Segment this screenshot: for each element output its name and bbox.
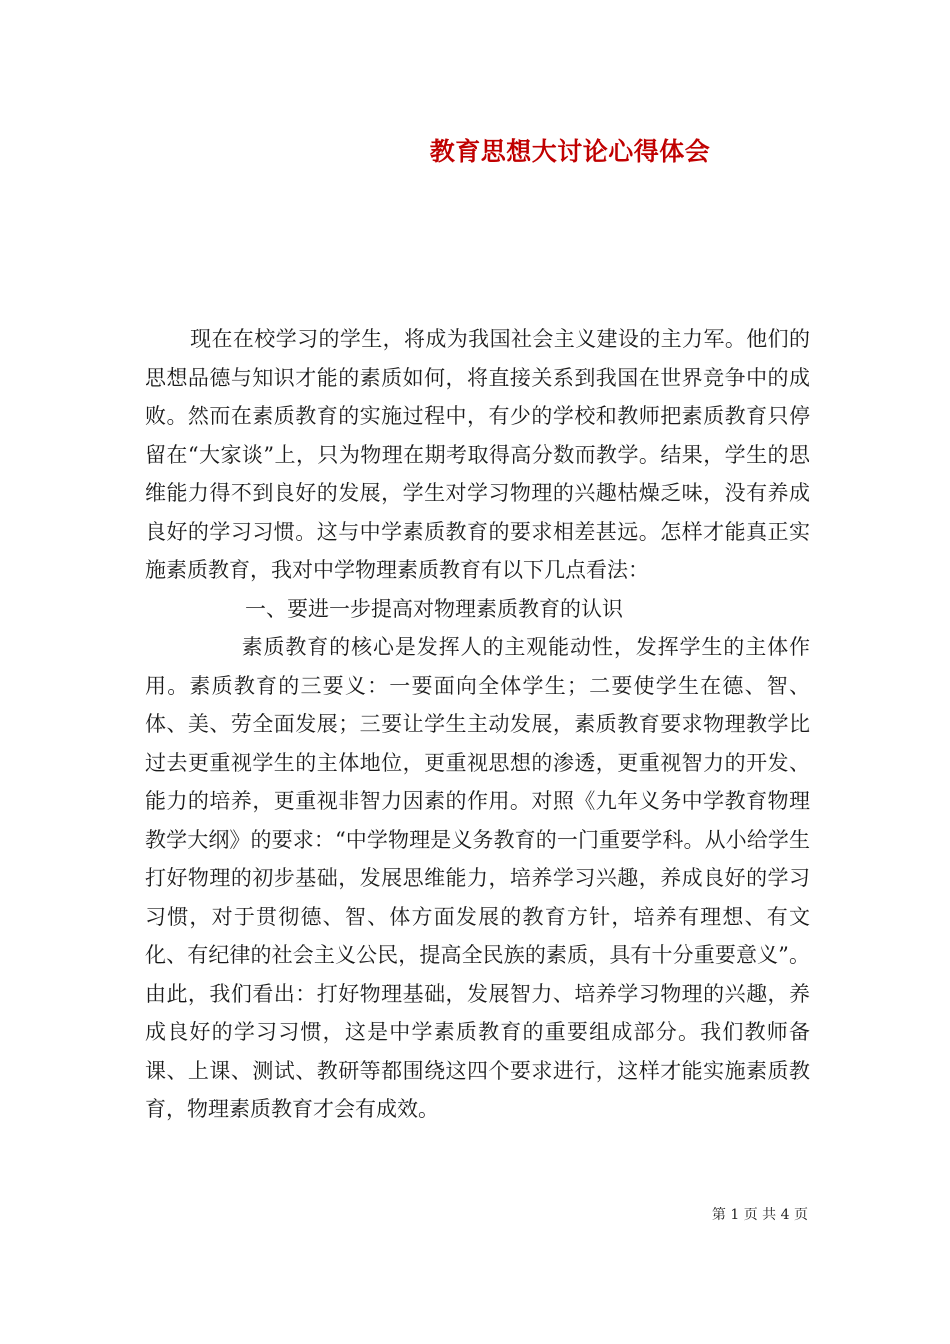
intro-paragraph: 现在在校学习的学生，将成为我国社会主义建设的主力军。他们的思想品德与知识才能的素质如何，将直接关系到我国在世界竞争中的成败。然而在素质教育的实施过程中，有少的学校和教师把素质教育只停留在“大家谈”上，只为物理在期考取得高分数而教学。结果，学生的思维能力得不到良好的发展，学生对学习物理的兴趣枯燥乏味，没有养成良好的学习习惯。这与中学素质教育的要求相差甚远。怎样才能真正实施素质教育，我对中学物理素质教育有以下几点看法： — [145, 327, 810, 582]
document-title — [0, 132, 950, 168]
page-number-footer: 第 1 页 共 4 页 — [711, 1207, 808, 1223]
document-title-text: 教育思想大讨论心得体会 — [429, 137, 711, 166]
section-paragraph: 素质教育的核心是发挥人的主观能动性，发挥学生的主体作用。素质教育的三要义：一要面向全体学生；二要使学生在德、智、体、美、劳全面发展；三要让学生主动发展，素质教育要求物理教学比过去更重视学生的主体地位，更重视思想的渗透，更重视智力的开发、能力的培养，更重视非智力因素的作用。对照《九年义务中学教育物理教学大纲》的要求：“中学物理是义务教育的一门重要学科。从小给学生打好物理的初步基础，发展思维能力，培养学习兴趣，养成良好的学习习惯，对于贯彻德、智、体方面发展的教育方针，培养有理想、有文化、有纪律的社会主义公民，提高全民族的素质，具有十分重要意义”。由此，我们看出：打好物理基础，发展智力、培养学习物理的兴趣，养成良好的学习习惯，这是中学素质教育的重要组成部分。我们教师备课、上课、测试、教研等都围绕这四个要求进行，这样才能实施素质教育，物理素质教育才会有成效。 — [145, 635, 810, 1121]
section-heading: 一、要进一步提高对物理素质教育的认识 — [245, 596, 623, 621]
document-body — [145, 320, 810, 1129]
